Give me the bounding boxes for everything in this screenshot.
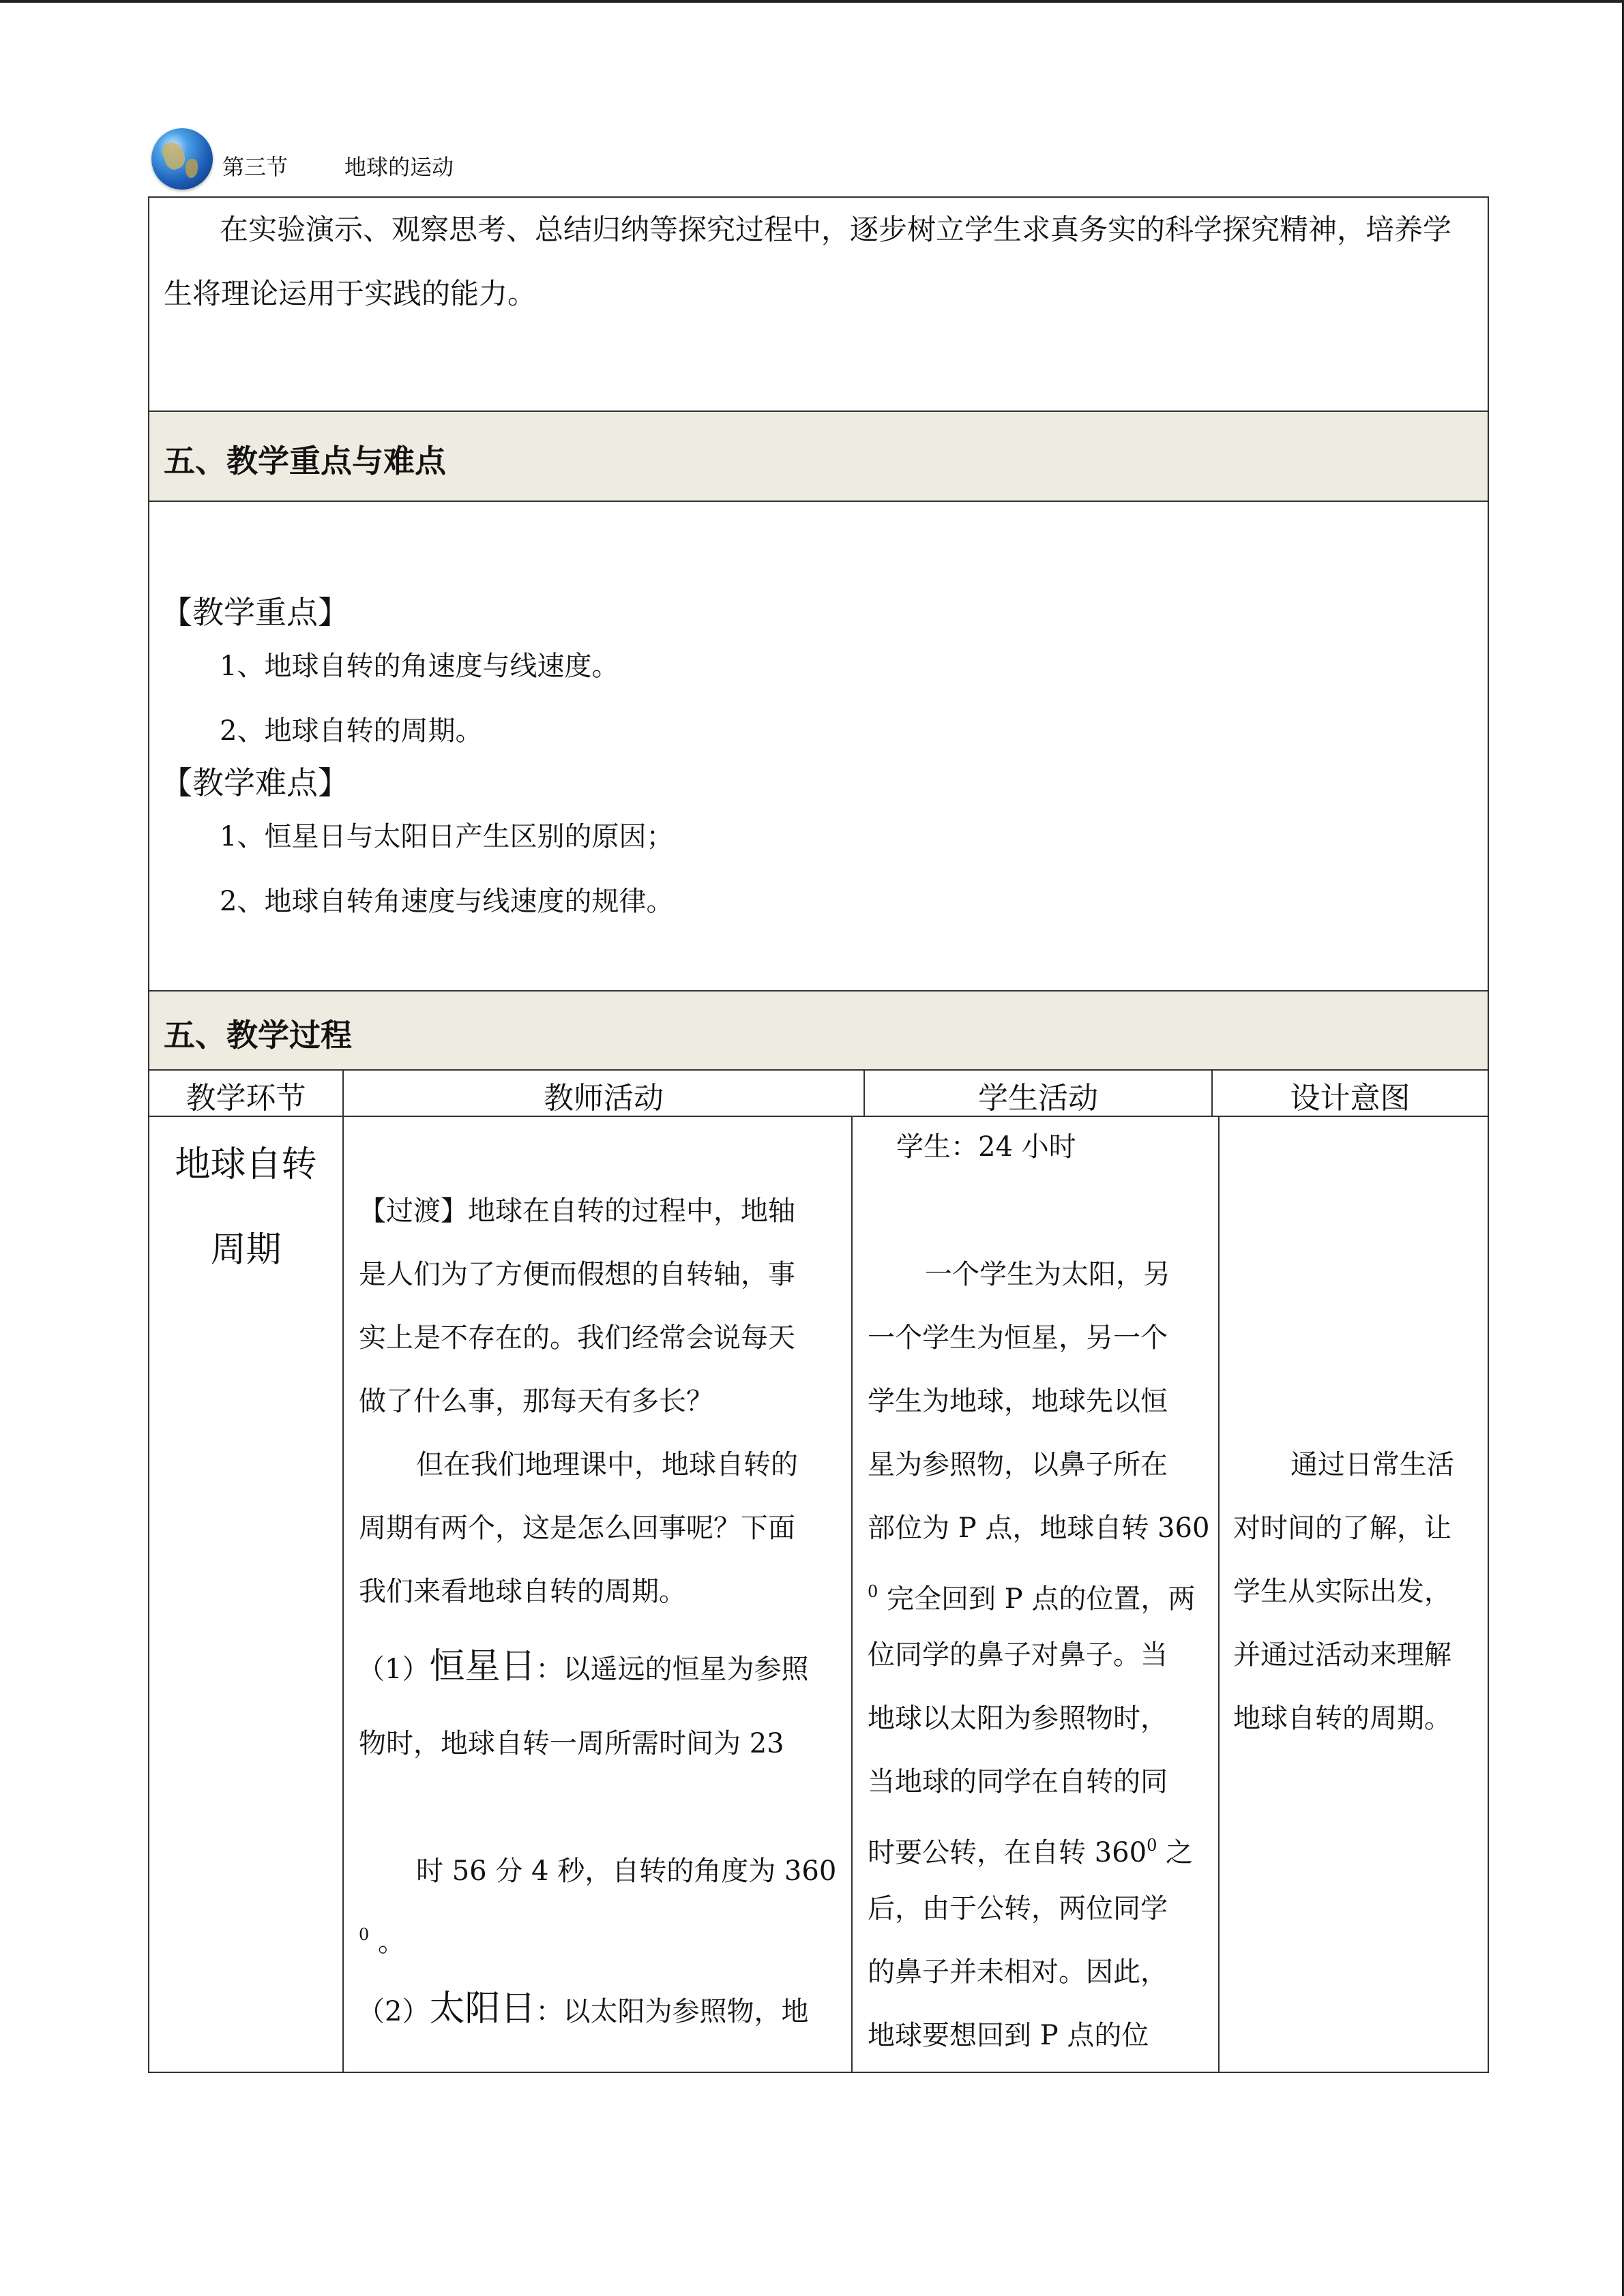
header-section: 第三节 — [222, 154, 289, 180]
difficulty-item-2: 2、地球自转角速度与线速度的规律。 — [220, 886, 674, 917]
sidereal-end: 。 — [378, 1926, 405, 1958]
student-line-10 — [868, 1814, 1193, 1885]
student-line-11: 后，由于公转，两位同学 — [868, 1893, 1168, 1924]
intent-line-2: 对时间的了解，让 — [1233, 1512, 1451, 1544]
focus-item-2: 2、地球自转的周期。 — [220, 715, 483, 747]
student-line-10-a: 时要公转，在自转 360 — [868, 1837, 1147, 1868]
student-answer: 学生：24 小时 — [896, 1131, 1076, 1163]
sidereal-prefix: （1） — [357, 1654, 430, 1685]
student-line-9: 当地球的同学在自转的同 — [868, 1766, 1168, 1798]
focus-item-1: 1、地球自转的角速度与线速度。 — [220, 651, 619, 682]
key-points-heading: 五、教学重点与难点 — [164, 443, 446, 479]
student-degree-mark: 0 — [868, 1582, 879, 1601]
student-line-12: 的鼻子并未相对。因此， — [868, 1956, 1168, 1988]
intent-line-1: 通过日常生活 — [1290, 1449, 1454, 1480]
teacher-line-7: 我们来看地球自转的周期。 — [359, 1576, 686, 1607]
student-line-1: 一个学生为太阳，另 — [925, 1259, 1170, 1290]
student-line-7: 位同学的鼻子对鼻子。当 — [868, 1639, 1168, 1671]
student-line-4: 星为参照物，以鼻子所在 — [868, 1449, 1168, 1480]
stage-line-2: 周期 — [210, 1229, 282, 1270]
objectives-line-1: 在实验演示、观察思考、总结归纳等探究过程中，逐步树立学生求真务实的科学探究精神，培养学 — [220, 213, 1452, 246]
page-top-border — [0, 0, 1624, 3]
student-line-5: 部位为 P 点，地球自转 360 — [868, 1512, 1210, 1544]
student-line-10-b: 之 — [1157, 1837, 1194, 1868]
teacher-line-6: 周期有两个，这是怎么回事呢？下面 — [359, 1512, 795, 1544]
student-line-8: 地球以太阳为参照物时， — [868, 1703, 1168, 1734]
student-line-3: 学生为地球，地球先以恒 — [868, 1386, 1168, 1417]
intent-line-4: 并通过活动来理解 — [1233, 1639, 1451, 1671]
sidereal-day-line — [357, 1635, 808, 1701]
difficulty-label: 【教学难点】 — [161, 764, 349, 801]
student-line-10-mark: 0 — [1147, 1836, 1157, 1855]
degree-mark: 0 — [359, 1925, 370, 1944]
teacher-line-1: 【过渡】地球在自转的过程中，地轴 — [359, 1195, 795, 1227]
column-header-intent: 设计意图 — [1290, 1081, 1411, 1116]
sidereal-term: 恒星日 — [429, 1646, 536, 1687]
column-header-stage: 教学环节 — [186, 1081, 306, 1116]
stage-line-1: 地球自转 — [175, 1144, 317, 1185]
solar-day-line — [357, 1978, 808, 2044]
student-line-13: 地球要想回到 P 点的位 — [868, 2020, 1149, 2051]
intent-line-5: 地球自转的周期。 — [1233, 1703, 1451, 1734]
student-line-6-text: 完全回到 P 点的位置，两 — [878, 1583, 1196, 1615]
teacher-line-2: 是人们为了方便而假想的自转轴，事 — [359, 1259, 795, 1290]
header-title: 地球的运动 — [344, 154, 454, 180]
student-line-2: 一个学生为恒星，另一个 — [868, 1322, 1168, 1354]
teacher-line-4: 做了什么事，那每天有多长？ — [359, 1386, 713, 1417]
sidereal-line-2: 物时，地球自转一周所需时间为 23 — [359, 1728, 784, 1759]
objectives-line-2: 生将理论运用于实践的能力。 — [164, 277, 537, 310]
teacher-line-3: 实上是不存在的。我们经常会说每天 — [359, 1322, 795, 1354]
globe-icon — [151, 128, 213, 190]
intent-line-3: 学生从实际出发， — [1233, 1576, 1451, 1607]
sidereal-line-3: 时 56 分 4 秒，自转的角度为 360 — [416, 1855, 837, 1887]
focus-label: 【教学重点】 — [161, 594, 349, 631]
column-header-teacher: 教师活动 — [544, 1081, 664, 1116]
sidereal-end-line — [359, 1903, 405, 1974]
student-line-6 — [868, 1560, 1195, 1631]
process-heading: 五、教学过程 — [164, 1017, 352, 1054]
column-header-student: 学生活动 — [978, 1081, 1098, 1116]
solar-rest: ：以太阳为参照物，地 — [535, 1996, 809, 2027]
teacher-line-5: 但在我们地理课中，地球自转的 — [416, 1449, 798, 1480]
difficulty-item-1: 1、恒星日与太阳日产生区别的原因； — [220, 821, 674, 852]
sidereal-rest: ：以遥远的恒星为参照 — [535, 1654, 809, 1685]
solar-prefix: （2） — [357, 1996, 430, 2027]
solar-term: 太阳日 — [429, 1988, 536, 2029]
